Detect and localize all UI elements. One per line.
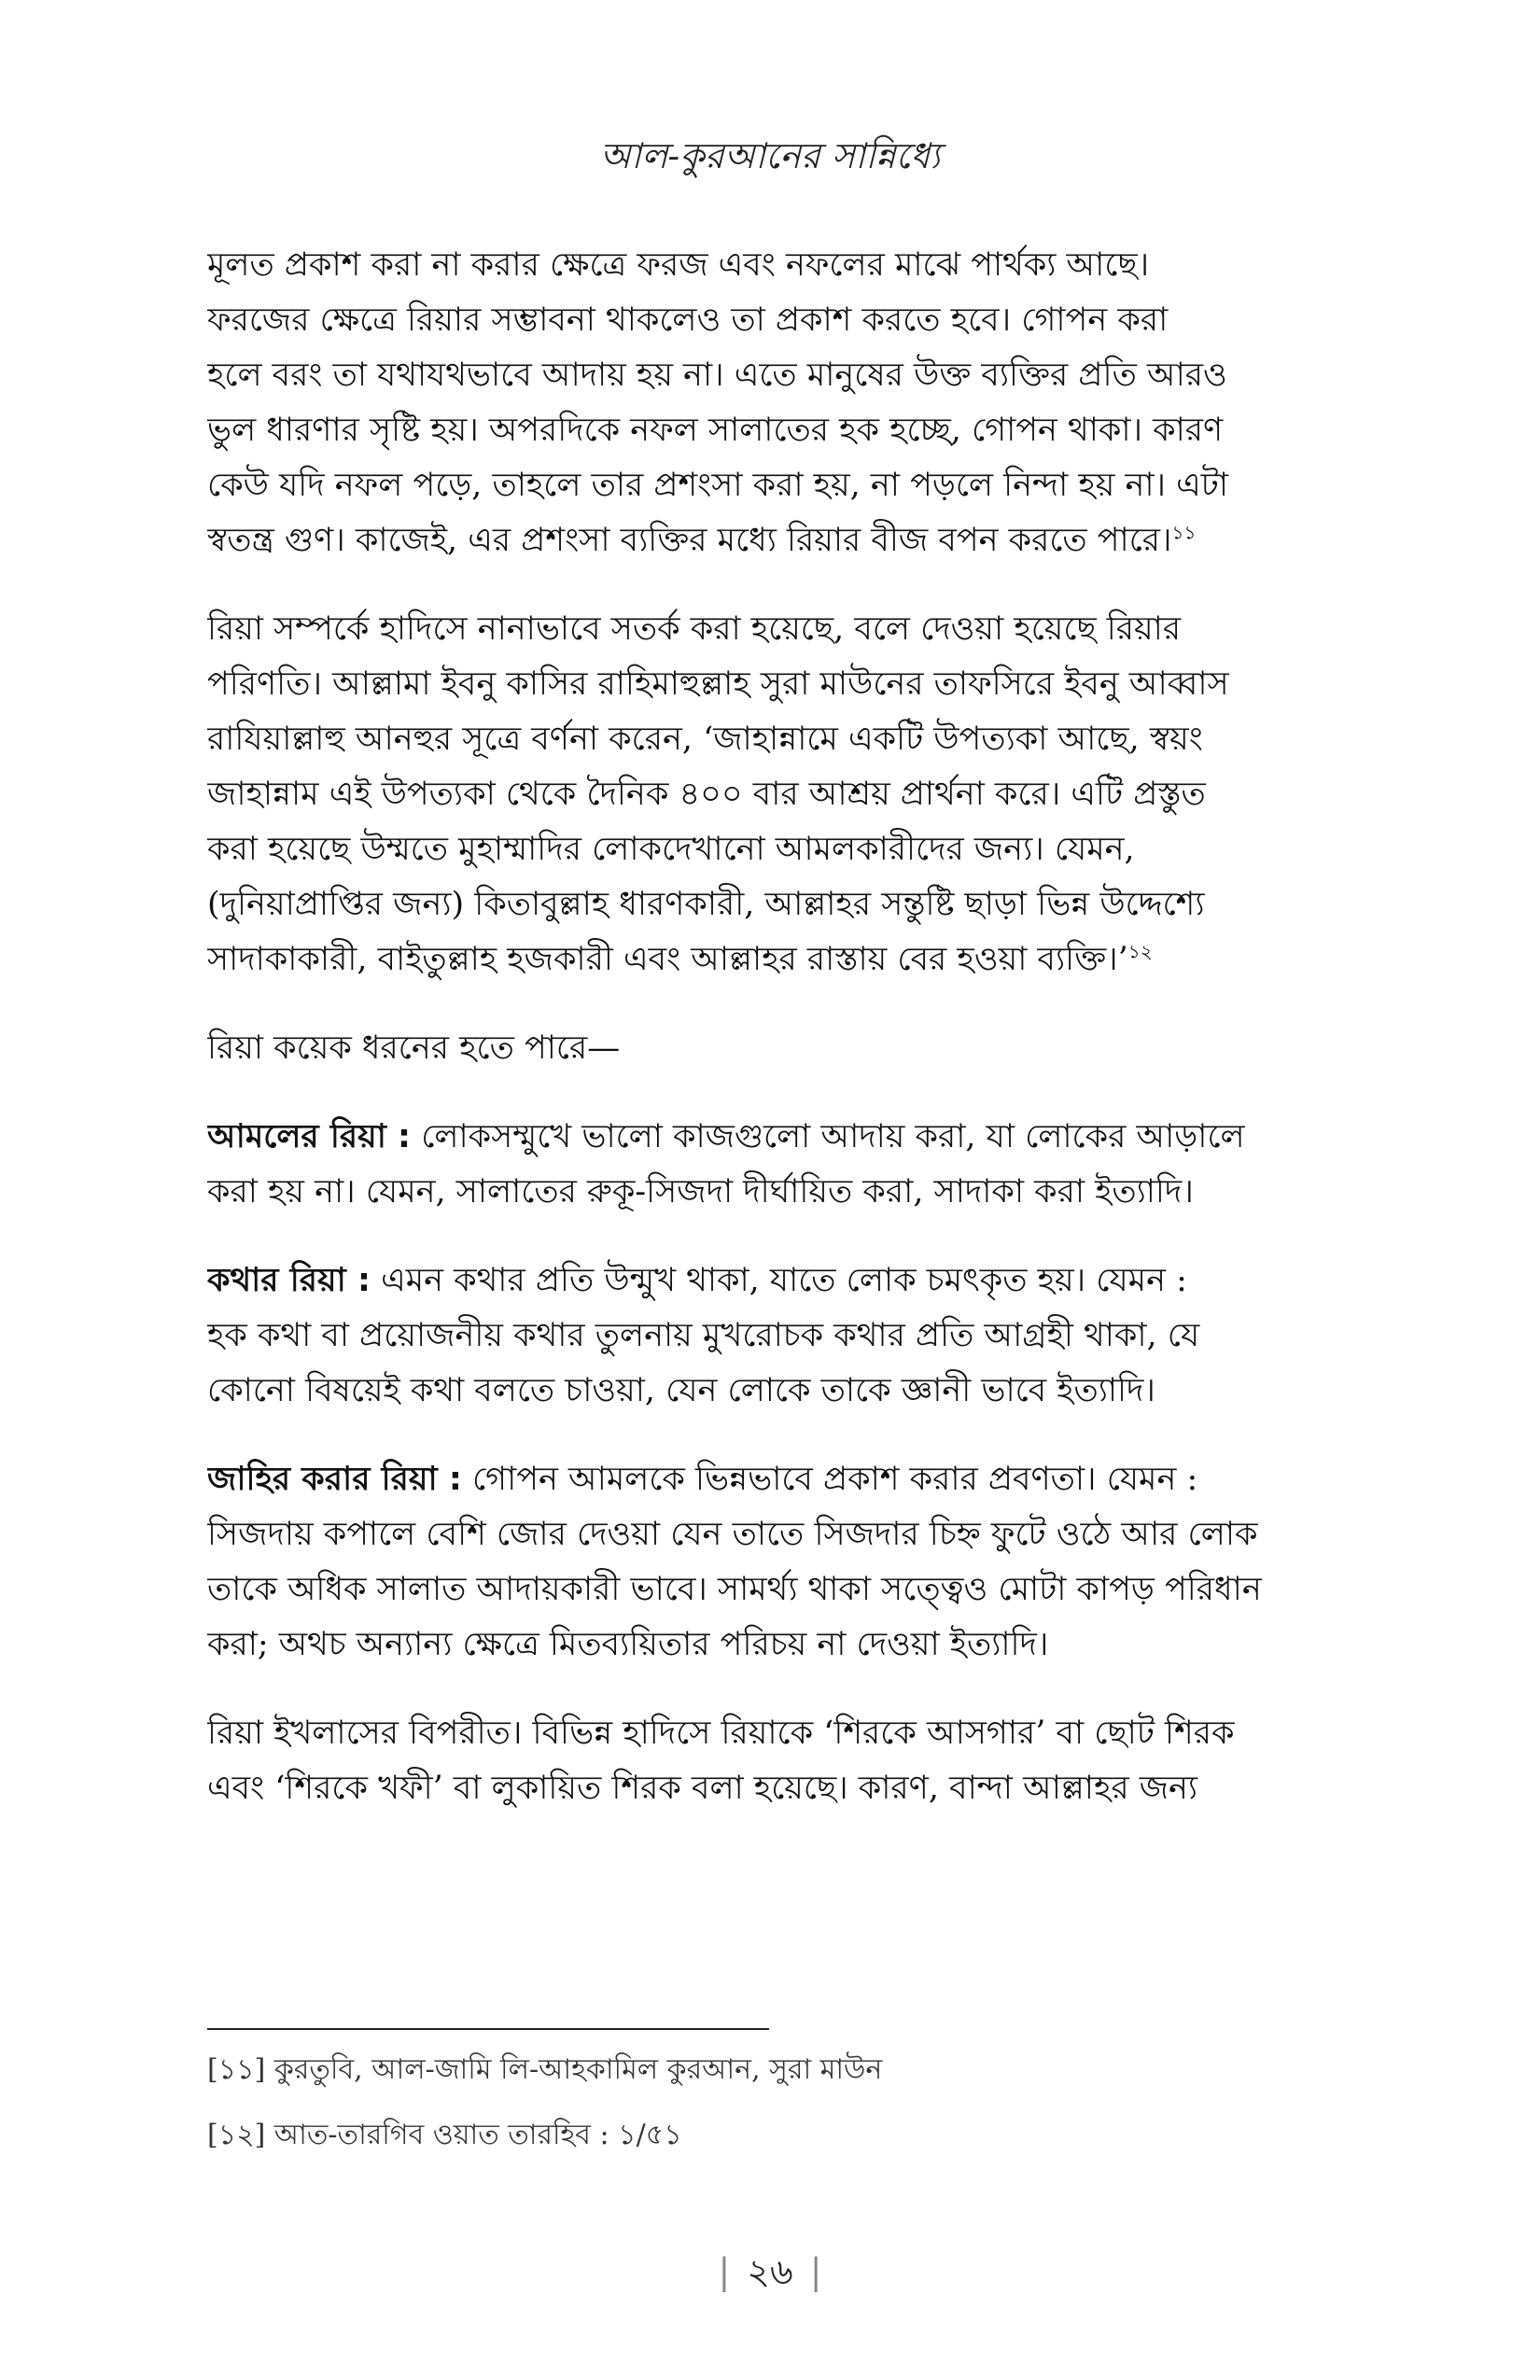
page-number-value: ২৬ [747, 2251, 793, 2292]
page-number-bar-left: | [718, 2251, 731, 2292]
footnote-marker-12[interactable]: ১২ [1127, 940, 1153, 963]
text-line-content: স্বতন্ত্র গুণ। কাজেই, এর প্রশংসা ব্যক্তির মধ্যে রিয়ার বীজ বপন করতে পারে। [207, 522, 1172, 559]
text-line: করা হয়েছে উম্মতে মুহাম্মাদির লোকদেখানো আমলকারীদের জন্য। যেমন, [207, 831, 1135, 868]
text-line [207, 1452, 1348, 1507]
text-line: করা হয় না। যেমন, সালাতের রুকূ-সিজদা দীর্ঘায়িত করা, সাদাকা করা ইত্যাদি। [207, 1173, 1194, 1211]
text-line: হক কথা বা প্রয়োজনীয় কথার তুলনায় মুখরোচক কথার প্রতি আগ্রহী থাকা, যে [207, 1317, 1200, 1354]
footnote-marker-11[interactable]: ১১ [1171, 521, 1197, 544]
paragraph-jahir-riya [207, 1452, 1348, 1673]
body-text [207, 238, 1348, 1850]
paragraph-1 [207, 238, 1348, 568]
text-line: (দুনিয়াপ্রাপ্তির জন্য) কিতাবুল্লাহ ধারণকারী, আল্লাহর সন্তুষ্টি ছাড়া ভিন্ন উদ্দেশ্যে [207, 886, 1205, 923]
text-line: করা; অথচ অন্যান্য ক্ষেত্রে মিতব্যয়িতার পরিচয় না দেওয়া ইত্যাদি। [207, 1626, 1049, 1663]
text-line-with-footnote [207, 932, 1348, 987]
text-line: ভুল ধারণার সৃষ্টি হয়। অপরদিকে নফল সালাতের হক হচ্ছে, গোপন থাকা। কারণ [207, 412, 1224, 449]
page-number-bar-right: | [809, 2251, 822, 2292]
text-line: তাকে অধিক সালাত আদায়কারী ভাবে। সামর্থ্য থাকা সত্ত্বেও মোটা কাপড় পরিধান [207, 1571, 1262, 1608]
text-line: মূলত প্রকাশ করা না করার ক্ষেত্রে ফরজ এবং নফলের মাঝে পার্থক্য আছে। [207, 246, 1150, 284]
term-definition: গোপন আমলকে ভিন্নভাবে প্রকাশ করার প্রবণতা। যেমন : [461, 1461, 1198, 1498]
footnote-12: [১২] আত-তারগিব ওয়াত তারহিব : ১/৫১ [207, 2119, 682, 2151]
text-line: কোনো বিষয়েই কথা বলতে চাওয়া, যেন লোকে তাকে জ্ঞানী ভাবে ইত্যাদি। [207, 1372, 1155, 1409]
text-line: জাহান্নাম এই উপত্যকা থেকে দৈনিক ৪০০ বার আশ্রয় প্রার্থনা করে। এটি প্রস্তুত [207, 776, 1206, 813]
paragraph-3 [207, 1021, 1348, 1076]
term-definition: এমন কথার প্রতি উন্মুখ থাকা, যাতে লোক চমৎকৃত হয়। যেমন : [370, 1262, 1187, 1299]
text-line-with-footnote [207, 513, 1348, 568]
footnote-divider [207, 2028, 769, 2030]
text-line: পরিণতি। আল্লামা ইবনু কাসির রাহিমাহুল্লাহ সুরা মাউনের তাফসিরে ইবনু আব্বাস [207, 665, 1229, 703]
text-line: ফরজের ক্ষেত্রে রিয়ার সম্ভাবনা থাকলেও তা প্রকাশ করতে হবে। গোপন করা [207, 301, 1169, 339]
text-line: রিয়া সম্পর্কে হাদিসে নানাভাবে সতর্ক করা হয়েছে, বলে দেওয়া হয়েছে রিয়ার [207, 610, 1182, 648]
text-line: রিয়া কয়েক ধরনের হতে পারে— [207, 1029, 621, 1067]
term-heading: কথার রিয়া : [207, 1262, 371, 1299]
footnotes [207, 2051, 1348, 2181]
running-header: আল-কুরআনের সান্নিধ্যে [599, 135, 941, 176]
text-line: রিয়া ইখলাসের বিপরীত। বিভিন্ন হাদিসে রিয়াকে ‘শিরকে আসগার’ বা ছোট শিরক [207, 1715, 1235, 1752]
paragraph-2 [207, 602, 1348, 987]
text-line: এবং ‘শিরকে খফী’ বা লুকায়িত শিরক বলা হয়েছে। কারণ, বান্দা আল্লাহর জন্য [207, 1770, 1198, 1807]
page-number [0, 2245, 1540, 2304]
paragraph-amol-riya [207, 1110, 1348, 1220]
paragraph-7 [207, 1706, 1348, 1816]
term-definition: লোকসম্মুখে ভালো কাজগুলো আদায় করা, যা লোকের আড়ালে [411, 1118, 1245, 1155]
text-line: হলে বরং তা যথাযথভাবে আদায় হয় না। এতে মানুষের উক্ত ব্যক্তির প্রতি আরও [207, 357, 1227, 394]
text-line [207, 1253, 1348, 1309]
text-line: রাযিয়াল্লাহু আনহুর সূত্রে বর্ণনা করেন, ‘জাহান্নামে একটি উপত্যকা আছে, স্বয়ং [207, 721, 1203, 758]
term-heading: আমলের রিয়া : [207, 1118, 412, 1155]
text-line: সিজদায় কপালে বেশি জোর দেওয়া যেন তাতে সিজদার চিহ্ন ফুটে ওঠে আর লোক [207, 1516, 1258, 1553]
text-line [207, 1110, 1348, 1165]
paragraph-kothar-riya [207, 1253, 1348, 1419]
text-line-content: সাদাকাকারী, বাইতুল্লাহ হজকারী এবং আল্লাহর রাস্তায় বের হওয়া ব্যক্তি।’ [207, 941, 1128, 978]
footnote-11: [১১] কুরতুবি, আল-জামি লি-আহকামিল কুরআন, সুরা মাউন [207, 2053, 883, 2086]
term-heading: জাহির করার রিয়া : [207, 1461, 462, 1498]
text-line: কেউ যদি নফল পড়ে, তাহলে তার প্রশংসা করা হয়, না পড়লে নিন্দা হয় না। এটা [207, 467, 1229, 504]
